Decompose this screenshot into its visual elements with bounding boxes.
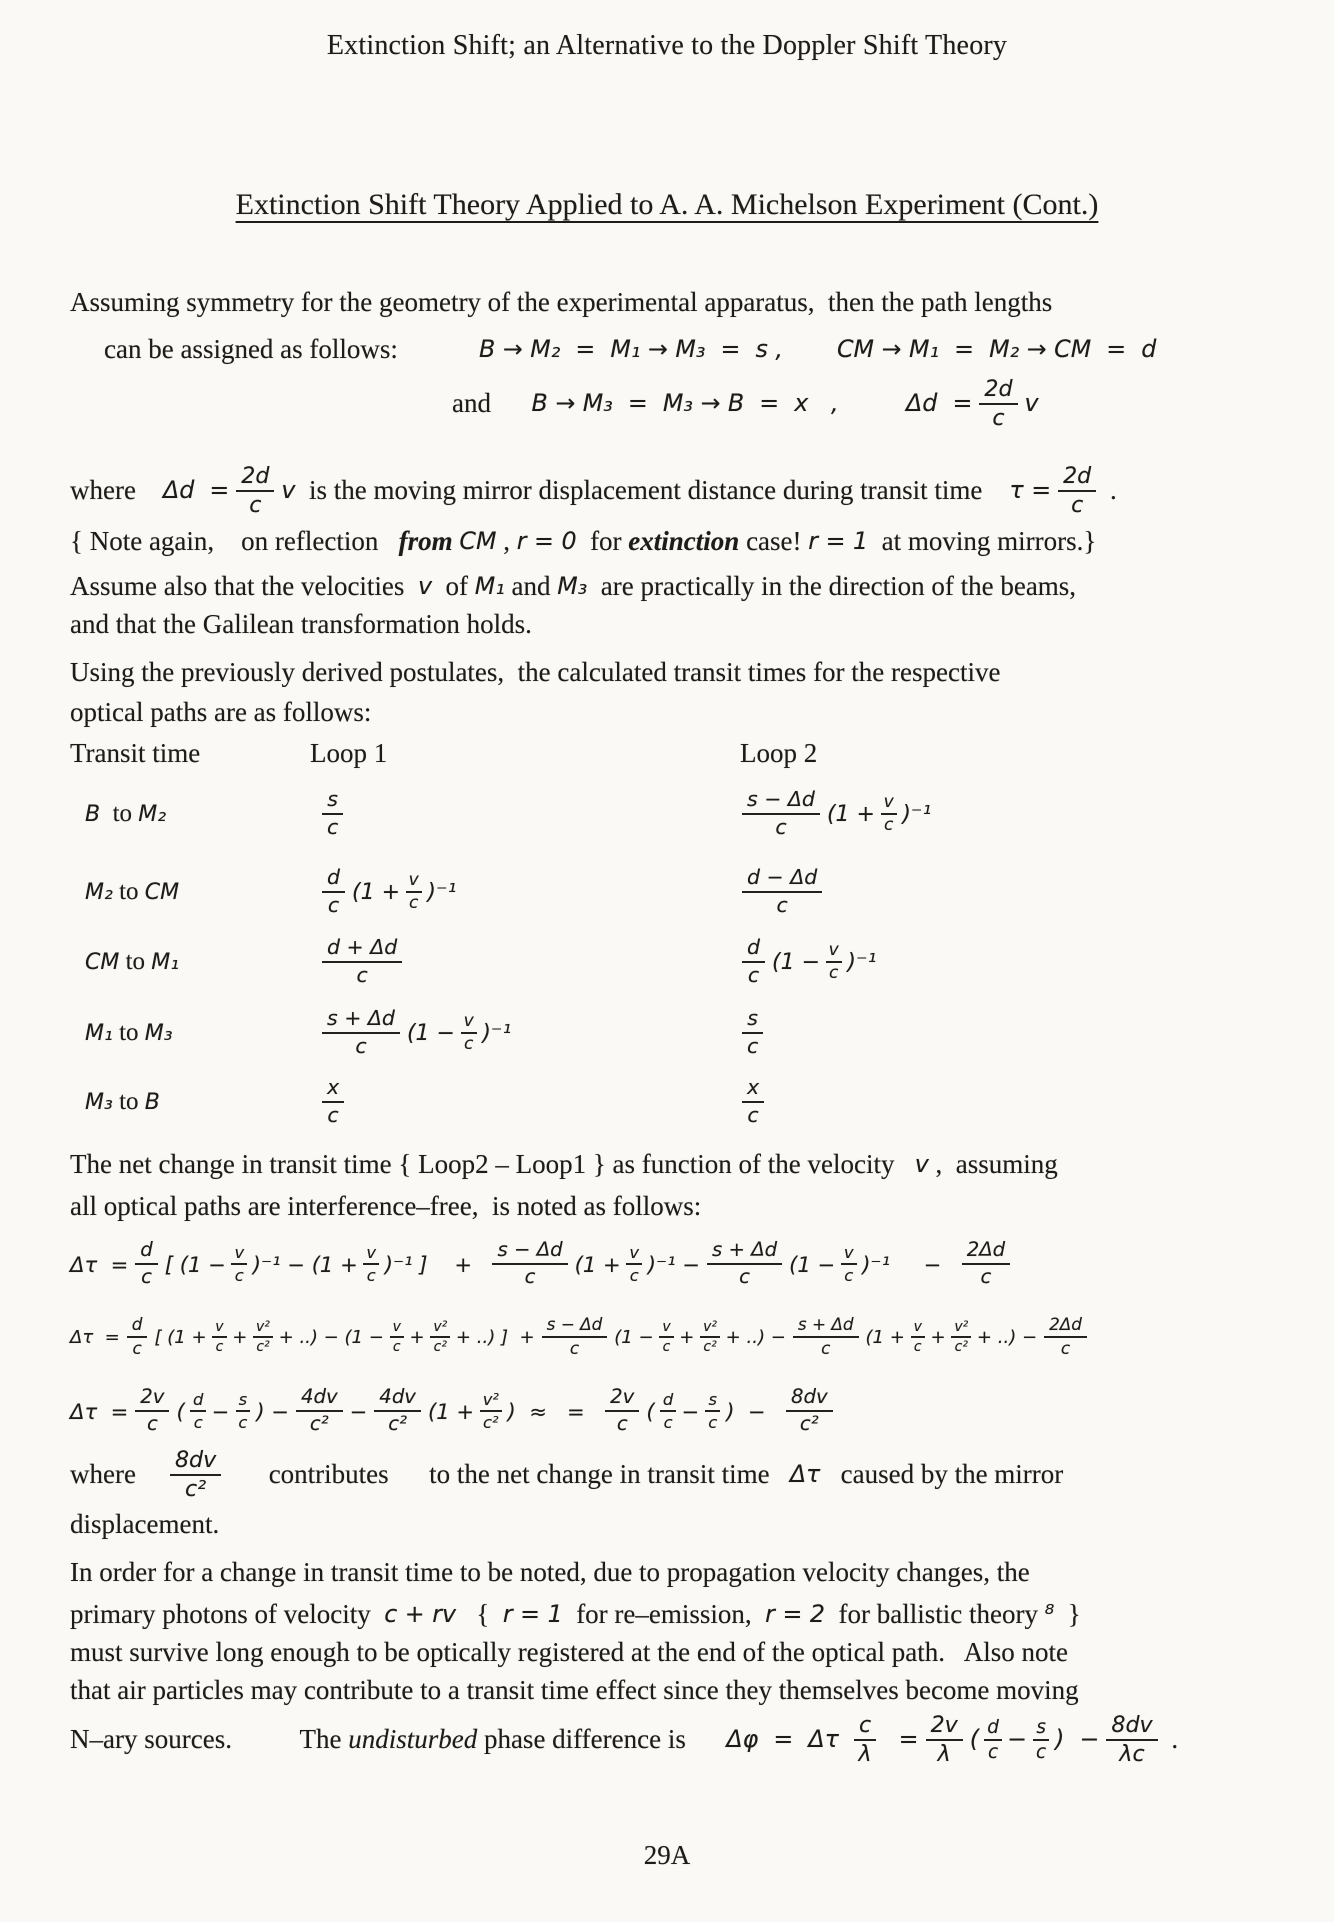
fraction: $\frac{8dv}{\lambda c}$ bbox=[1106, 1714, 1157, 1766]
text-token: (1 − bbox=[614, 1326, 654, 1348]
fraction: $\frac{d}{c}$ bbox=[659, 1391, 678, 1430]
text-token: + bbox=[409, 1326, 425, 1348]
fraction: $\frac{\text{v²}}{\text{c²}}$ bbox=[251, 1320, 274, 1354]
paragraph-intro-line1: Assuming symmetry for the geometry of the experimental apparatus, then the path lengths bbox=[70, 287, 1053, 317]
text-token: + ..) − (1 − bbox=[278, 1326, 384, 1348]
air-particles-line: that air particles may contribute to a transit time effect since they themselves become moving bbox=[70, 1675, 1079, 1705]
text-token: M₁ bbox=[151, 949, 180, 975]
text-token: Δτ = bbox=[70, 1251, 129, 1277]
text-token: B → M₂ = M₁ → M₃ = s , bbox=[478, 335, 783, 364]
fraction: $\frac{x}{c}$ bbox=[322, 1077, 344, 1126]
text-token: B → M₃ = M₃ → B = x , bbox=[531, 389, 839, 418]
fraction: $\frac{s - \Delta d}{c}$ bbox=[542, 1316, 608, 1357]
text-token: { bbox=[456, 1599, 503, 1630]
table-cell-loop1-formula bbox=[315, 784, 350, 844]
fraction: $\frac{s}{c}$ bbox=[1031, 1718, 1051, 1762]
fraction: $\frac{x}{c}$ bbox=[742, 1077, 764, 1126]
text-token: v bbox=[281, 476, 296, 505]
text-token: + bbox=[232, 1326, 248, 1348]
fraction: $\frac{2\Delta d}{c}$ bbox=[962, 1240, 1010, 1287]
text-token: N–ary sources. bbox=[70, 1724, 232, 1755]
nary-sources-phase-line bbox=[70, 1710, 1178, 1770]
fraction: $\frac{v}{c}$ bbox=[404, 872, 423, 913]
text-token: M₃ bbox=[144, 1020, 173, 1046]
table-cell-loop2-formula bbox=[735, 784, 931, 844]
text-token: (1 + bbox=[352, 879, 401, 905]
fraction: $\frac{2d}{c}$ bbox=[979, 378, 1017, 430]
fraction: $\frac{2v}{c}$ bbox=[135, 1387, 169, 1434]
text-token: M₃ bbox=[557, 572, 588, 601]
text-token: . bbox=[1103, 475, 1117, 506]
text-token: r = 1 bbox=[808, 527, 869, 556]
displacement-line: displacement. bbox=[70, 1509, 220, 1539]
text-token: is the moving mirror displacement distance during transit time bbox=[295, 475, 1010, 506]
table-header-loop1: Loop 1 bbox=[310, 738, 388, 768]
text-token: can be assigned as follows: bbox=[104, 334, 398, 365]
text-token bbox=[839, 387, 907, 421]
paragraph-intro-line3 bbox=[452, 372, 1039, 436]
table-cell-loop2-formula bbox=[735, 1003, 770, 1063]
text-token: caused by the mirror bbox=[820, 1459, 1064, 1490]
fraction: $\frac{s}{c}$ bbox=[742, 1008, 763, 1057]
fraction: $\frac{d}{c}$ bbox=[189, 1391, 208, 1430]
text-token: M₂ bbox=[85, 879, 113, 905]
table-cell-loop1-formula bbox=[315, 932, 409, 992]
text-token: + ..) ] + bbox=[455, 1326, 535, 1348]
text-token: for bbox=[576, 526, 629, 557]
text-token: )⁻¹ bbox=[482, 1020, 512, 1046]
text-token: ) − bbox=[1055, 1725, 1100, 1754]
text-token: M₁ bbox=[85, 1020, 113, 1046]
fraction: $\frac{4dv}{\text{c²}}$ bbox=[374, 1387, 421, 1434]
text-token: Δd = bbox=[162, 476, 230, 505]
text-token: )⁻¹ ] + bbox=[384, 1251, 486, 1277]
text-token: ) − bbox=[256, 1398, 289, 1424]
table-cell-loop2-formula bbox=[735, 932, 876, 992]
text-token: where bbox=[70, 1459, 163, 1490]
text-token: = bbox=[883, 1725, 919, 1754]
fraction: $\frac{v}{c}$ bbox=[658, 1320, 676, 1354]
fraction: $\frac{c}{\lambda}$ bbox=[853, 1714, 876, 1766]
text-token: to bbox=[112, 1088, 145, 1115]
table-header-loop2: Loop 2 bbox=[740, 738, 818, 768]
text-token: ) ≈ = bbox=[507, 1398, 599, 1424]
fraction: $\frac{d}{c}$ bbox=[127, 1316, 148, 1357]
where-definition-line bbox=[70, 460, 1117, 522]
text-token: (1 − bbox=[772, 949, 821, 975]
text-token: B bbox=[144, 1089, 160, 1115]
fraction: $\frac{\text{v²}}{\text{c²}}$ bbox=[478, 1391, 504, 1430]
table-cell-loop1-formula bbox=[315, 1003, 511, 1063]
text-token: Δφ = Δτ bbox=[726, 1725, 847, 1754]
text-token: [ (1 + bbox=[154, 1326, 207, 1348]
text-token: )⁻¹ bbox=[427, 879, 457, 905]
text-token: + ..) − bbox=[725, 1326, 786, 1348]
equation-delta-tau-2 bbox=[70, 1306, 1094, 1368]
text-token bbox=[232, 1723, 300, 1757]
text-token: Δτ bbox=[789, 1460, 821, 1489]
assume-line1 bbox=[70, 568, 1076, 606]
net-change-line1 bbox=[70, 1146, 1058, 1184]
text-token: M₂ bbox=[138, 801, 167, 827]
section-heading: Extinction Shift Theory Applied to A. A. Michelson Experiment (Cont.) bbox=[235, 188, 1099, 221]
text-token: Δτ = bbox=[70, 1326, 120, 1348]
text-token: { Note again, on reflection bbox=[70, 526, 399, 557]
text-token: (1 + bbox=[865, 1326, 905, 1348]
text-token: extinction bbox=[628, 526, 740, 557]
text-token: c + rv bbox=[384, 1600, 457, 1629]
table-row-label bbox=[85, 1003, 173, 1063]
text-token: CM bbox=[459, 527, 497, 556]
text-token: of bbox=[432, 571, 475, 602]
text-token: to bbox=[100, 800, 139, 827]
fraction: $\frac{v}{c}$ bbox=[839, 1244, 858, 1283]
fraction: $\frac{2v}{\lambda}$ bbox=[926, 1714, 963, 1766]
text-token: at moving mirrors.} bbox=[868, 526, 1097, 557]
using-line2: optical paths are as follows: bbox=[70, 697, 372, 727]
text-token: M₁ bbox=[474, 572, 505, 601]
text-token: (1 − bbox=[789, 1251, 836, 1277]
text-token: from bbox=[398, 526, 460, 557]
text-token: Assume also that the velocities bbox=[70, 571, 418, 602]
text-token: are practically in the direction of the beams, bbox=[587, 571, 1077, 602]
assume-line2: and that the Galilean transformation holds. bbox=[70, 609, 532, 639]
text-token: − bbox=[211, 1398, 230, 1424]
table-row-label bbox=[85, 784, 166, 844]
text-token: (1 + bbox=[574, 1251, 621, 1277]
text-token: ( bbox=[176, 1398, 185, 1424]
fraction: $\frac{s}{c}$ bbox=[233, 1391, 252, 1430]
text-token: for re–emission, bbox=[562, 1599, 766, 1630]
table-cell-loop1-formula bbox=[315, 862, 456, 922]
fraction: $\frac{s - \Delta d}{c}$ bbox=[742, 789, 820, 838]
fraction: $\frac{v}{c}$ bbox=[909, 1320, 927, 1354]
text-token: for ballistic theory bbox=[825, 1599, 1045, 1630]
fraction: $\frac{2d}{c}$ bbox=[236, 465, 274, 517]
text-token: The bbox=[299, 1724, 349, 1755]
fraction: $\frac{\text{v²}}{\text{c²}}$ bbox=[429, 1320, 452, 1354]
fraction: $\frac{2\Delta d}{c}$ bbox=[1044, 1316, 1087, 1357]
text-token: τ = bbox=[1009, 476, 1052, 505]
text-token: to bbox=[112, 1019, 145, 1046]
text-token: r = 1 bbox=[502, 1600, 563, 1629]
text-token: − bbox=[681, 1398, 700, 1424]
text-token: Δτ = bbox=[70, 1398, 129, 1424]
fraction: $\frac{d}{c}$ bbox=[742, 937, 765, 986]
text-token: CM bbox=[85, 949, 120, 975]
fraction: $\frac{d - \Delta d}{c}$ bbox=[742, 867, 822, 916]
document-title: Extinction Shift; an Alternative to the Doppler Shift Theory bbox=[326, 30, 1008, 61]
text-token: undisturbed bbox=[348, 1724, 478, 1755]
fraction: $\frac{v}{c}$ bbox=[879, 794, 898, 835]
fraction: $\frac{4dv}{\text{c²}}$ bbox=[296, 1387, 343, 1434]
text-token: , assuming bbox=[928, 1149, 1058, 1180]
fraction: $\frac{d}{c}$ bbox=[135, 1240, 158, 1287]
note-line bbox=[70, 522, 1096, 562]
text-token: v bbox=[1024, 389, 1039, 418]
using-line1: Using the previously derived postulates, the calculated transit times for the respective bbox=[70, 657, 1001, 687]
fraction: $\frac{s}{c}$ bbox=[703, 1391, 722, 1430]
fraction: $\frac{\text{v²}}{\text{c²}}$ bbox=[950, 1320, 973, 1354]
text-token bbox=[783, 333, 837, 367]
fraction: $\frac{v}{c}$ bbox=[211, 1320, 229, 1354]
text-token: )⁻¹ − bbox=[647, 1251, 700, 1277]
paragraph-intro-line2 bbox=[104, 330, 1156, 370]
text-token: and bbox=[452, 388, 532, 419]
fraction: $\frac{2d}{c}$ bbox=[1058, 465, 1096, 517]
page-number: 29A bbox=[643, 1840, 691, 1870]
table-cell-loop2-formula bbox=[735, 1072, 771, 1132]
fraction: $\frac{v}{c}$ bbox=[459, 1013, 478, 1054]
primary-photons-line bbox=[70, 1594, 1081, 1636]
text-token: M₃ bbox=[85, 1089, 113, 1115]
text-token: + bbox=[930, 1326, 946, 1348]
text-token: − bbox=[349, 1398, 368, 1424]
text-token: )⁻¹ − bbox=[862, 1251, 955, 1277]
text-token: + ..) − bbox=[976, 1326, 1038, 1348]
table-row-label bbox=[85, 862, 179, 922]
text-token: phase difference is bbox=[477, 1724, 727, 1755]
table-cell-loop1-formula bbox=[315, 1072, 351, 1132]
text-token: and bbox=[504, 571, 558, 602]
text-token: B bbox=[85, 801, 101, 827]
text-token: ( bbox=[969, 1725, 980, 1754]
fraction: $\frac{s}{c}$ bbox=[322, 789, 343, 838]
table-row-label bbox=[85, 1072, 160, 1132]
fraction: $\frac{d}{c}$ bbox=[322, 867, 345, 916]
fraction: $\frac{s + \Delta d}{c}$ bbox=[707, 1240, 782, 1287]
text-token: where bbox=[70, 475, 163, 506]
table-cell-loop2-formula bbox=[735, 862, 829, 922]
text-token: The net change in transit time { Loop2 – Loop1 } as function of the velocity bbox=[70, 1149, 915, 1180]
fraction: $\frac{v}{c}$ bbox=[824, 942, 843, 983]
fraction: $\frac{s + \Delta d}{c}$ bbox=[793, 1316, 859, 1357]
fraction: $\frac{v}{c}$ bbox=[362, 1244, 381, 1283]
text-token: CM → M₁ = M₂ → CM = d bbox=[836, 335, 1157, 364]
fraction: $\frac{v}{c}$ bbox=[388, 1320, 406, 1354]
text-token: ) − bbox=[726, 1398, 779, 1424]
text-token: CM bbox=[144, 879, 180, 905]
fraction: $\frac{\text{v²}}{\text{c²}}$ bbox=[698, 1320, 721, 1354]
text-token: (1 − bbox=[406, 1020, 455, 1046]
text-token: v bbox=[417, 572, 432, 601]
where-8dv-line bbox=[70, 1446, 1063, 1504]
fraction: $\frac{8dv}{\text{c²}}$ bbox=[786, 1387, 833, 1434]
text-token: )⁻¹ − (1 + bbox=[252, 1251, 358, 1277]
text-token: primary photons of velocity bbox=[70, 1599, 385, 1630]
must-survive-line: must survive long enough to be optically registered at the end of the optical path. Also note bbox=[70, 1637, 1069, 1667]
text-token bbox=[398, 333, 479, 367]
fraction: $\frac{2v}{c}$ bbox=[605, 1387, 639, 1434]
text-token: + bbox=[679, 1326, 695, 1348]
table-header-transit-time: Transit time bbox=[70, 738, 201, 768]
text-token: Δd = bbox=[906, 389, 973, 418]
text-token: . bbox=[1164, 1724, 1179, 1755]
equation-delta-tau-3 bbox=[70, 1380, 840, 1442]
fraction: $\frac{8dv}{\text{c²}}$ bbox=[170, 1449, 221, 1501]
text-token: contributes to the net change in transit time bbox=[228, 1459, 790, 1490]
fraction: $\frac{d + \Delta d}{c}$ bbox=[322, 937, 402, 986]
text-token: (1 + bbox=[427, 1398, 475, 1424]
text-token: )⁻¹ bbox=[847, 949, 877, 975]
net-change-line2: all optical paths are interference–free, is noted as follows: bbox=[70, 1191, 702, 1221]
text-token: [ (1 − bbox=[164, 1251, 226, 1277]
text-token: to bbox=[112, 878, 145, 905]
fraction: $\frac{s + \Delta d}{c}$ bbox=[322, 1008, 400, 1057]
text-token: case! bbox=[739, 526, 809, 557]
text-token: } bbox=[1054, 1599, 1081, 1630]
text-token: , bbox=[496, 526, 517, 557]
text-token: r = 0 bbox=[516, 527, 577, 556]
text-token: v bbox=[914, 1150, 929, 1179]
equation-delta-tau-1 bbox=[70, 1233, 1017, 1295]
text-token: ⁸ bbox=[1044, 1600, 1055, 1629]
fraction: $\frac{v}{c}$ bbox=[625, 1244, 644, 1283]
text-token: − bbox=[1007, 1725, 1028, 1754]
inorder-line1: In order for a change in transit time to be noted, due to propagation velocity changes, the bbox=[70, 1557, 1030, 1587]
text-token: to bbox=[119, 948, 152, 975]
text-token: r = 2 bbox=[765, 1600, 826, 1629]
fraction: $\frac{v}{c}$ bbox=[230, 1244, 249, 1283]
fraction: $\frac{s - \Delta d}{c}$ bbox=[492, 1240, 567, 1287]
text-token: ( bbox=[646, 1398, 655, 1424]
fraction: $\frac{d}{c}$ bbox=[983, 1718, 1003, 1762]
text-token: )⁻¹ bbox=[902, 801, 932, 827]
table-row-label bbox=[85, 932, 179, 992]
text-token: (1 + bbox=[826, 801, 875, 827]
